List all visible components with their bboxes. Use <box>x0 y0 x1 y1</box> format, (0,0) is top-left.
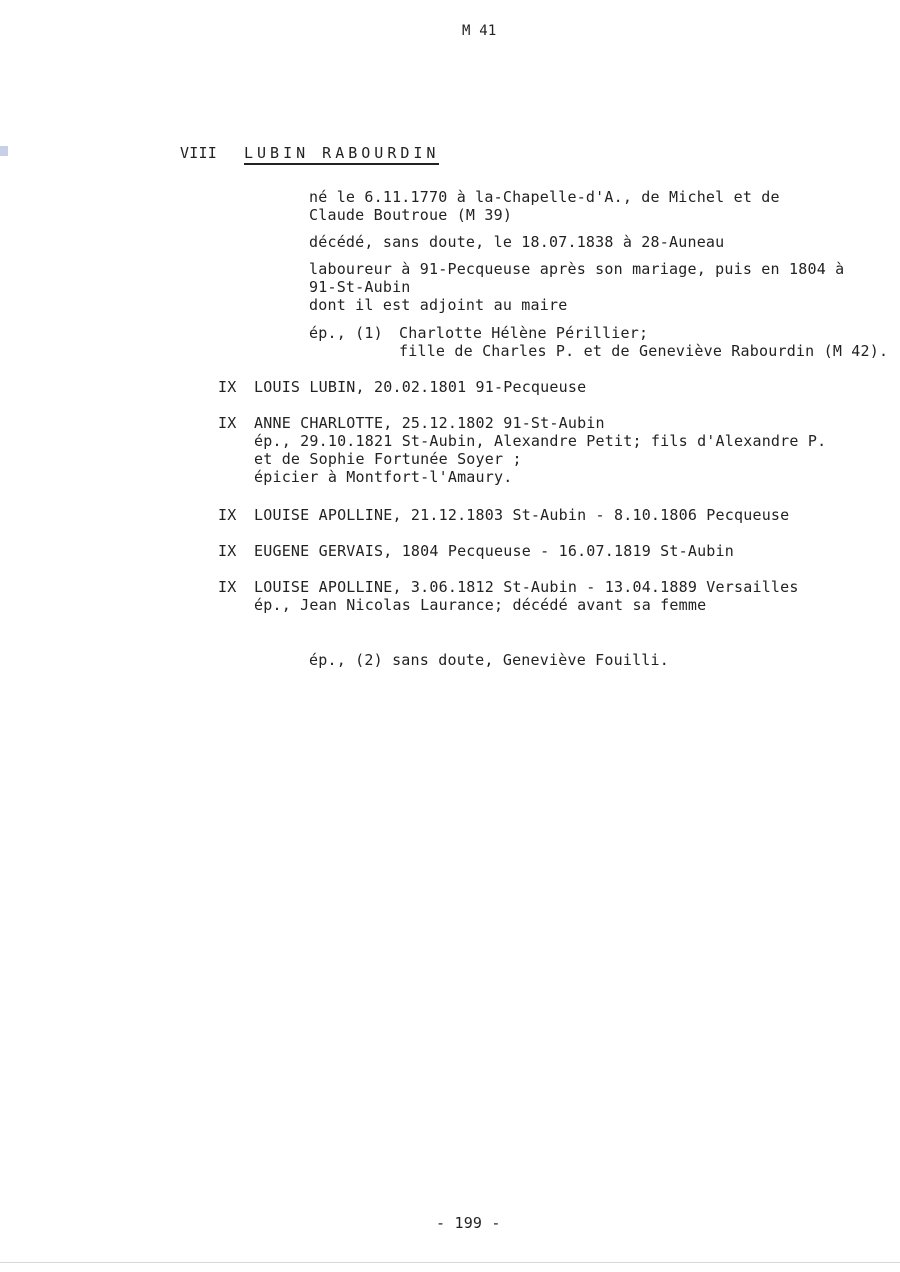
child-5-line-1: LOUISE APOLLINE, 3.06.1812 St-Aubin - 13.04.1889 Versailles <box>254 578 799 596</box>
occupation-line-2: 91-St-Aubin <box>309 278 411 296</box>
occupation-line-3: dont il est adjoint au maire <box>309 296 568 314</box>
child-2-line-2: ép., 29.10.1821 St-Aubin, Alexandre Petit; fils d'Alexandre P. <box>254 432 827 450</box>
child-3-generation: IX <box>218 506 237 524</box>
child-1-generation: IX <box>218 378 237 396</box>
child-2-line-3: et de Sophie Fortunée Soyer ; <box>254 450 522 468</box>
child-2-generation: IX <box>218 414 237 432</box>
child-3-line-1: LOUISE APOLLINE, 21.12.1803 St-Aubin - 8.10.1806 Pecqueuse <box>254 506 790 524</box>
page-number: - 199 - <box>436 1214 501 1232</box>
child-5-line-2: ép., Jean Nicolas Laurance; décédé avant sa femme <box>254 596 707 614</box>
child-4-line-1: EUGENE GERVAIS, 1804 Pecqueuse - 16.07.1819 St-Aubin <box>254 542 734 560</box>
child-4-generation: IX <box>218 542 237 560</box>
binder-mark <box>0 146 8 156</box>
scan-edge-line <box>0 1262 900 1263</box>
spouse-2-line: ép., (2) sans doute, Geneviève Fouilli. <box>309 651 669 669</box>
main-person-name: LUBIN RABOURDIN <box>244 144 439 165</box>
child-2-line-4: épicier à Montfort-l'Amaury. <box>254 468 513 486</box>
main-person-generation: VIII <box>180 144 217 162</box>
page-reference: M 41 <box>462 23 497 39</box>
child-1-line-1: LOUIS LUBIN, 20.02.1801 91-Pecqueuse <box>254 378 587 396</box>
occupation-line-1: laboureur à 91-Pecqueuse après son mariage, puis en 1804 à <box>309 260 845 278</box>
spouse-1-label: ép., (1) <box>309 324 383 342</box>
spouse-1-line-1: Charlotte Hélène Périllier; <box>399 324 649 342</box>
child-2-line-1: ANNE CHARLOTTE, 25.12.1802 91-St-Aubin <box>254 414 605 432</box>
death-line: décédé, sans doute, le 18.07.1838 à 28-Auneau <box>309 233 725 251</box>
child-5-generation: IX <box>218 578 237 596</box>
birth-line-2: Claude Boutroue (M 39) <box>309 206 513 224</box>
birth-line-1: né le 6.11.1770 à la-Chapelle-d'A., de Michel et de <box>309 188 780 206</box>
spouse-1-line-2: fille de Charles P. et de Geneviève Rabourdin (M 42). <box>399 342 889 360</box>
